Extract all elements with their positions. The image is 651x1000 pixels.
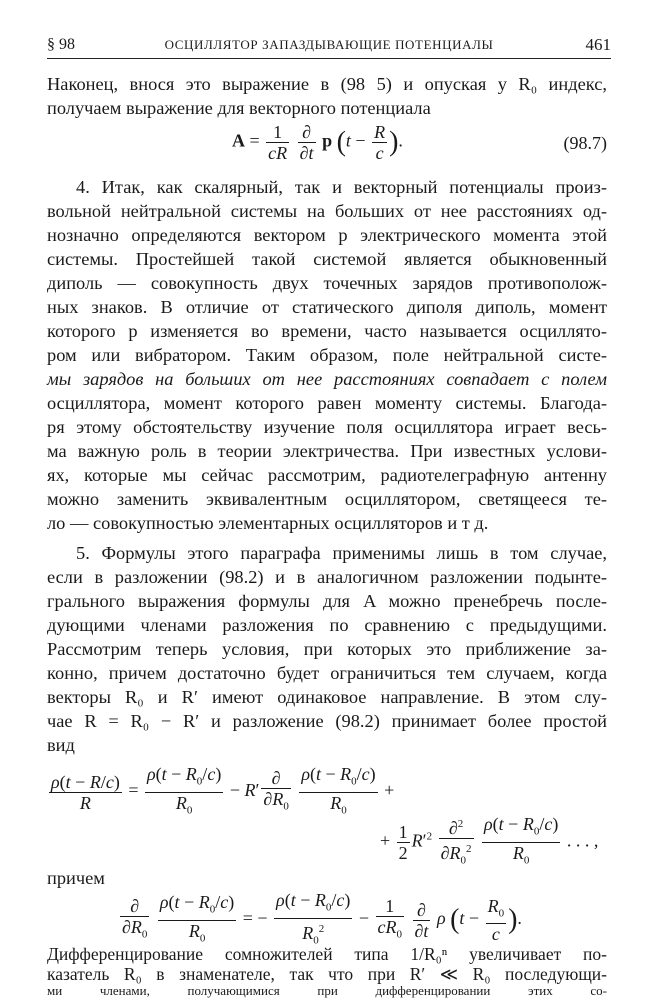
text-line: ми членами, получающимися при дифференцировании этих со- [47,984,607,998]
text-line: мы зарядов на больших от нее расстояниях совпадает с полем [47,369,607,389]
text-line: Дифференцирование сомножителей типа 1/R₀ⁿ увеличивает по- [47,944,607,964]
text-line: вид [47,735,75,755]
text-line: чае R = R₀ − R′ и разложение (98.2) принимает более простой [47,711,607,731]
text-line: ма важную роль в теории электричества. При известных услови- [47,441,607,461]
text-line: векторы R₀ и R′ имеют одинаковое направление. В этом слу- [47,687,607,707]
text-line: Рассмотрим теперь условия, при которых это приближение за- [47,639,607,659]
text-line: которого p изменяется во времени, часто называется осциллято- [47,321,607,341]
text-line: грального выражения формулы для A можно пренебречь после- [47,591,607,611]
text-line: если в разложении (98.2) и в аналогичном разложении подынте- [47,567,607,587]
text-line: получаем выражение для векторного потенциала [47,98,431,118]
expansion-equation-line1: $\frac{\rho(t - R/c)}{R}$ = $\frac{\rho(t - R_0/c)}{R_0}$ − R′ $\frac{\partial}{\partial R_0}$ $\frac{\rho(t - R_0/c)}{R_0}$ + [51,764,395,817]
text-line: казатель R₀ в знаменателе, так что при R′ ≪ R₀ последующи- [47,964,607,984]
derivative-equation: $\frac{\partial}{\partial R_0}$ $\frac{\rho(t - R_0/c)}{R_0}$ = − $\frac{\rho(t - R_0/c)}{R_0^2}$ − $\frac{1}{cR_0}$ $\frac{\partial}{\partial t}$ ρ (t − $\frac{R_0}{c}$ ). [122,890,522,947]
text-line: ря этому обстоятельству изучение поля осциллятора играет весь- [47,417,607,437]
text-line: можно заменить эквивалентным осциллятором, светящееся те- [47,489,607,509]
expansion-equation-line2: + $\frac{1}{2}$ $R'^2$ $\frac{\partial^2}{\partial R_0^2}$ $\frac{\rho(t - R_0/c)}{R_0}$ . . . , [380,814,599,867]
text-line: конно, причем достаточно будет ограничиться тем случаем, когда [47,663,607,683]
page-number: 461 [585,35,611,54]
text-line: диполь — совокупность двух точечных зарядов противополож- [47,273,607,293]
text-line: нозначно определяются вектором p электрического момента этой [47,225,607,245]
text-line: ных знаков. В отличие от статического диполя диполь, момент [47,297,607,317]
equation-98-7: A = $\frac{1}{cR}$ $\frac{\partial}{\partial t}$ p (t − $\frac{R}{c}$ ). [232,122,403,163]
text-line: осциллятора, момент которого равен моменту системы. Благода- [47,393,607,413]
text-line: дующими членами разложения по сравнению с предыдущими. [47,615,607,635]
text-line: вольной нейтральной системы на больших от нее расстояниях од- [47,201,607,221]
text-line: ло — совокупностью элементарных осцилляторов и т д. [47,513,489,533]
text-line: причем [47,868,105,888]
section-number: § 98 [47,36,75,53]
text-line: ях, которые мы сейчас рассмотрим, радиотелеграфную антенну [47,465,607,485]
text-line: 5. Формулы этого параграфа применимы лишь в том случае, [76,543,607,563]
text-line: Наконец, внося это выражение в (98 5) и опуская у R₀ индекс, [47,74,607,94]
text-line: ром или вибратором. Таким образом, поле нейтральной систе- [47,345,607,365]
text-line: системы. Простейшей такой системой является обыкновенный [47,249,607,269]
equation-label: (98.7) [563,133,607,153]
text-line: 4. Итак, как скалярный, так и векторный потенциалы произ- [76,177,607,197]
running-header [47,28,611,59]
running-title: ОСЦИЛЛЯТОР ЗАПАЗДЫВАЮЩИЕ ПОТЕНЦИАЛЫ [164,37,494,52]
